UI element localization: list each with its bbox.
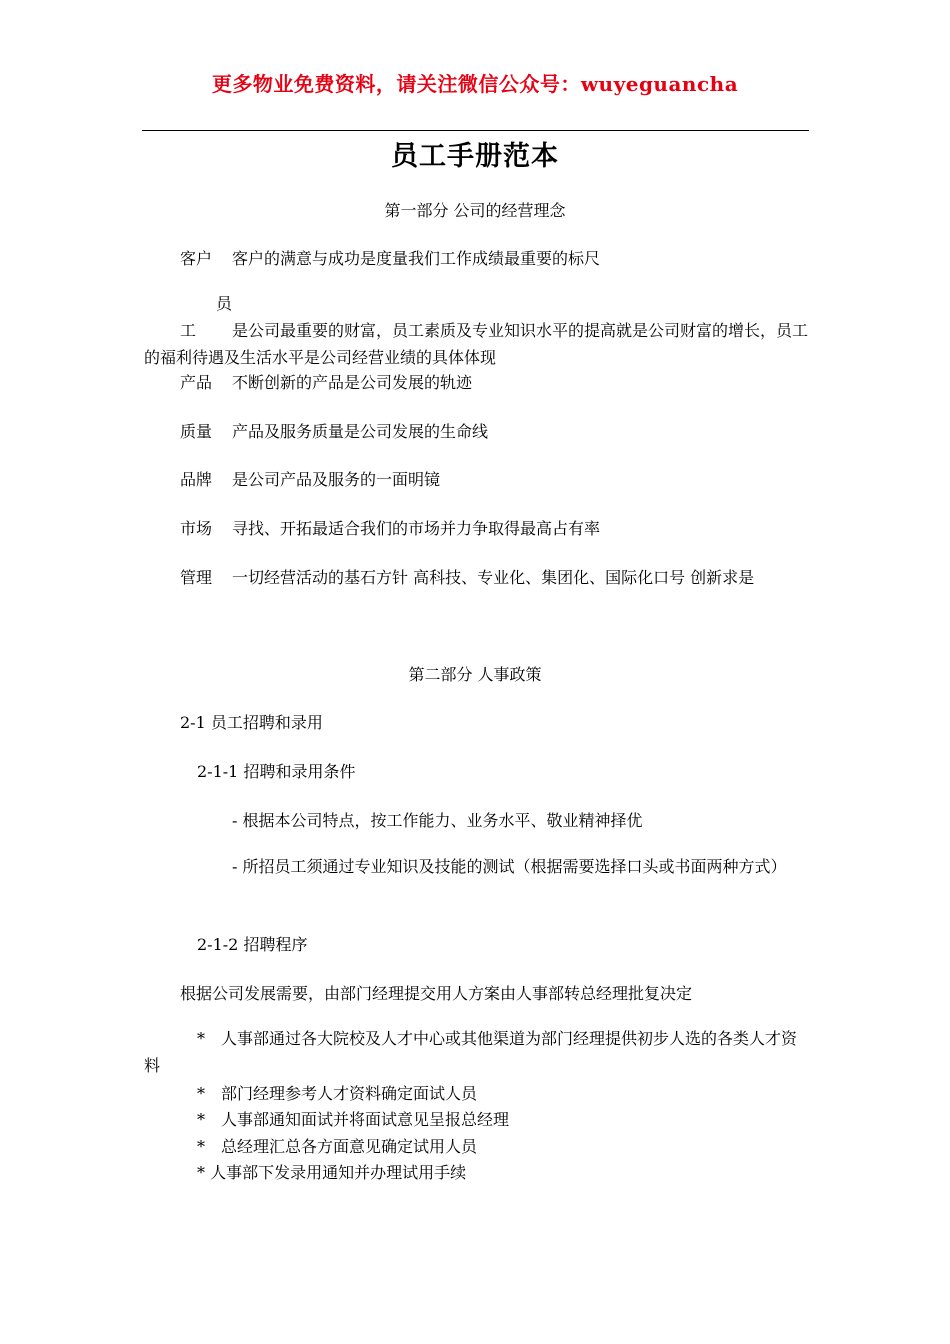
header-rule <box>142 130 809 131</box>
principle-text: 是公司最重要的财富，员工素质及专业知识水平的提高就是公司财富的增长，员工的福利待遇及生活水平是公司经营业绩的具体体现 <box>144 321 809 367</box>
promo-banner: 更多物业免费资料，请关注微信公众号：wuyeguancha <box>211 72 739 96</box>
principle-term: 品牌 <box>180 470 213 489</box>
principle-term: 市场 <box>180 519 213 538</box>
procedure-step: * 人事部下发录用通知并办理试用手续 <box>197 1163 467 1182</box>
procedure-step: * 人事部通知面试并将面试意见呈报总经理 <box>197 1110 510 1129</box>
principle-term: 员工 <box>180 294 233 340</box>
section-2-1: 2-1 员工招聘和录用 <box>180 713 323 732</box>
principle-brand <box>180 467 440 490</box>
principle-text: 不断创新的产品是公司发展的轨迹 <box>232 373 473 392</box>
principle-quality <box>180 419 488 442</box>
condition-item: - 根据本公司特点，按工作能力、业务水平、敬业精神择优 <box>232 811 643 830</box>
principle-text: 寻找、开拓最适合我们的市场并力争取得最高占有率 <box>232 519 601 538</box>
document-title: 员工手册范本 <box>391 141 559 172</box>
principle-term: 产品 <box>180 373 213 392</box>
principle-term: 客户 <box>180 249 213 268</box>
principle-text: 是公司产品及服务的一面明镜 <box>232 470 441 489</box>
procedure-step: * 部门经理参考人才资料确定面试人员 <box>197 1084 478 1103</box>
principle-customer <box>180 246 600 269</box>
procedure-intro: 根据公司发展需要，由部门经理提交用人方案由人事部转总经理批复决定 <box>180 984 693 1003</box>
procedure-step: * 人事部通过各大院校及人才中心或其他渠道为部门经理提供初步人选的各类人才资料 <box>144 1029 798 1075</box>
principle-text: 一切经营活动的基石方针 高科技、专业化、集团化、国际化口号 创新求是 <box>232 568 755 587</box>
part1-heading: 第一部分 公司的经营理念 <box>384 201 566 220</box>
principle-text: 产品及服务质量是公司发展的生命线 <box>232 422 489 441</box>
principle-management <box>180 565 754 588</box>
condition-item: - 所招员工须通过专业知识及技能的测试（根据需要选择口头或书面两种方式） <box>232 857 787 876</box>
principle-text: 客户的满意与成功是度量我们工作成绩最重要的标尺 <box>232 249 601 268</box>
principle-term: 质量 <box>180 422 213 441</box>
procedure-step: * 总经理汇总各方面意见确定试用人员 <box>197 1137 478 1156</box>
section-2-1-1: 2-1-1 招聘和录用条件 <box>197 762 356 781</box>
principle-term: 管理 <box>180 568 213 587</box>
principle-market <box>180 516 600 539</box>
principle-employee <box>144 290 809 371</box>
part2-heading: 第二部分 人事政策 <box>408 665 542 684</box>
section-2-1-2: 2-1-2 招聘程序 <box>197 935 308 954</box>
principle-product <box>180 370 472 393</box>
